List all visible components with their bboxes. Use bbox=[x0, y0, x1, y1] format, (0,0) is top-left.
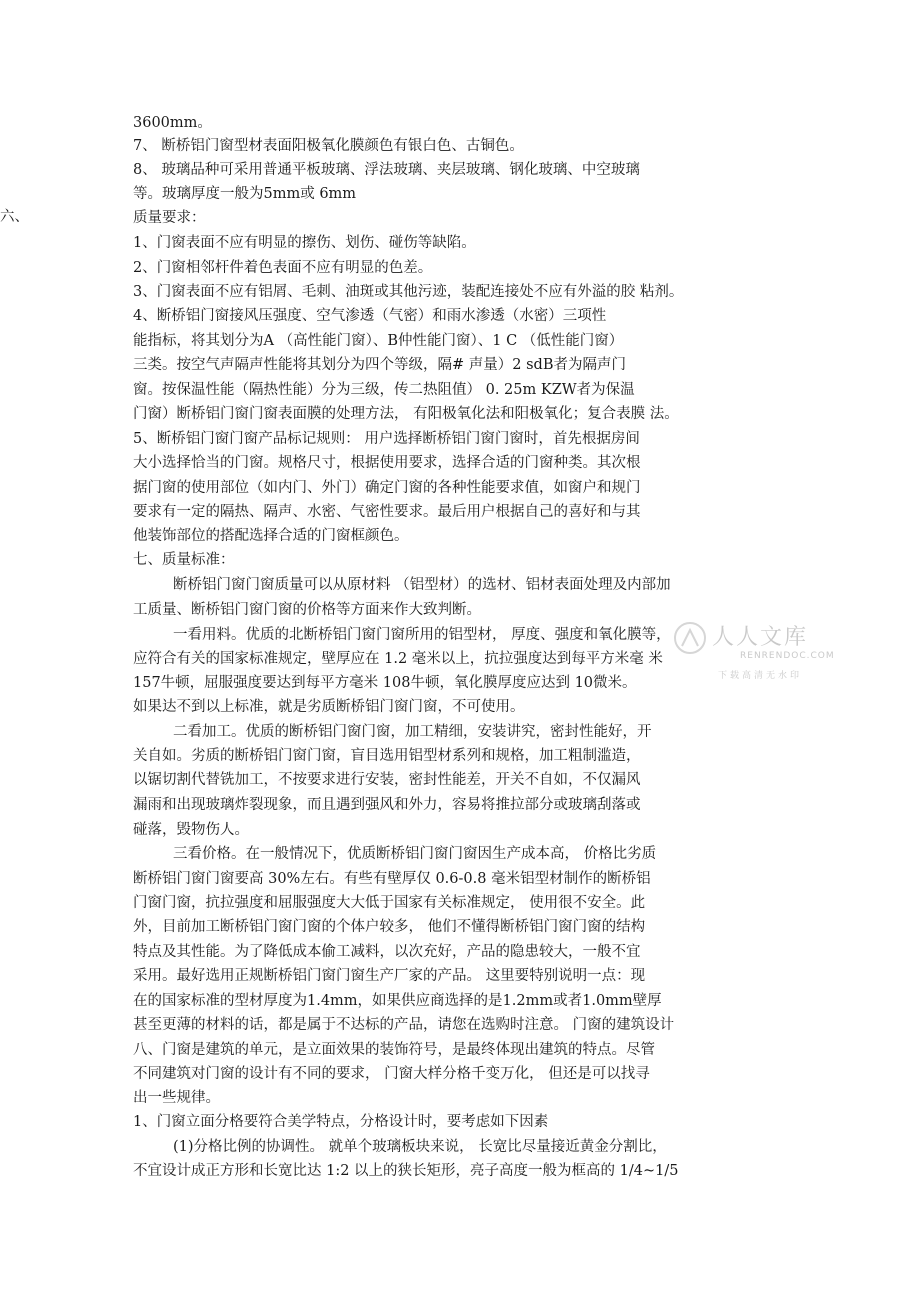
logo-icon bbox=[670, 618, 710, 658]
text-line: 8、 玻璃品种可采用普通平板玻璃、浮法玻璃、夹层玻璃、钢化玻璃、中空玻璃 bbox=[133, 162, 640, 178]
text-line: 漏雨和出现玻璃炸裂现象，而且遇到强风和外力，容易将推拉部分或玻璃刮落或 bbox=[133, 797, 641, 813]
text-line: 他装饰部位的搭配选择合适的门窗框颜色。 bbox=[133, 528, 409, 544]
text-line: 断桥铝门窗门窗质量可以从原材料 （铝型材）的选材、铝材表面处理及内部加 bbox=[173, 577, 671, 593]
text-line: 在的国家标准的型材厚度为1.4mm，如果供应商选择的是1.2mm或者1.0mm壁厚 bbox=[133, 993, 662, 1009]
text-line: 外，目前加工断桥铝门窗门窗的个体户较多， 他们不懂得断桥铝门窗门窗的结构 bbox=[133, 919, 646, 935]
text-line: 1、门窗立面分格要符合美学特点，分格设计时，要考虑如下因素 bbox=[133, 1114, 549, 1130]
text-line: 关自如。劣质的断桥铝门窗门窗，盲目选用铝型材系列和规格，加工粗制滥造， bbox=[133, 748, 641, 764]
text-line: 如果达不到以上标准，就是劣质断桥铝门窗门窗，不可使用。 bbox=[133, 699, 525, 715]
watermark bbox=[670, 618, 835, 698]
watermark-url: RENRENDOC.COM bbox=[740, 651, 835, 661]
text-line: 出一些规律。 bbox=[133, 1090, 220, 1106]
text-line: 采用。最好选用正规断桥铝门窗门窗生产厂家的产品。 这里要特别说明一点：现 bbox=[133, 968, 646, 984]
text-line: 甚至更薄的材料的话，都是属于不达标的产品，请您在选购时注意。 门窗的建筑设计 bbox=[133, 1017, 675, 1033]
heading: 七、质量标准： bbox=[133, 552, 235, 568]
text-line: 门窗）断桥铝门窗门窗表面膜的处理方法， 有阳极氧化法和阳极氧化；复合表膜 法。 bbox=[133, 406, 679, 422]
text-line: 要求有一定的隔热、隔声、水密、气密性要求。最后用户根据自己的喜好和与其 bbox=[133, 504, 641, 520]
text-line: 应符合有关的国家标准规定，壁厚应在 1.2 毫米以上，抗拉强度达到每平方米毫 米 bbox=[133, 651, 663, 667]
text-line: 等。玻璃厚度一般为5mm或 6mm bbox=[133, 186, 357, 202]
watermark-title: 人人文库 bbox=[712, 625, 809, 650]
text-line: 1、门窗表面不应有明显的擦伤、划伤、碰伤等缺陷。 bbox=[133, 235, 476, 251]
text-line: 不同建筑对门窗的设计有不同的要求， 门窗大样分格千变万化， 但还是可以找寻 bbox=[133, 1066, 650, 1082]
text-line: 能指标，将其划分为A （高性能门窗）、B仲性能门窗）、1 C （低性能门窗） bbox=[133, 333, 624, 349]
text-line: 157牛顿，屈服强度要达到每平方毫米 108牛顿，氧化膜厚度应达到 10微米。 bbox=[133, 675, 637, 691]
text-line: 据门窗的使用部位（如内门、外门）确定门窗的各种性能要求值，如窗户和规门 bbox=[133, 480, 641, 496]
text-line: 特点及其性能。为了降低成本偷工减料，以次充好，产品的隐患较大，一般不宜 bbox=[133, 944, 641, 960]
text-line: 三类。按空气声隔声性能将其划分为四个等级，隔# 声量）2 sdB者为隔声门 bbox=[133, 357, 626, 373]
text-line: 八、门窗是建筑的单元，是立面效果的装饰符号，是最终体现出建筑的特点。尽管 bbox=[133, 1042, 655, 1058]
text-line: 门窗门窗，抗拉强度和屈服强度大大低于国家有关标准规定， 使用很不安全。此 bbox=[133, 895, 646, 911]
text-line: 5、断桥铝门窗门窗产品标记规则： 用户选择断桥铝门窗门窗时，首先根据房间 bbox=[133, 431, 640, 447]
text-line: 不宜设计成正方形和长宽比达 1:2 以上的狭长矩形，亮子高度一般为框高的 1/4~1/5 bbox=[133, 1163, 679, 1179]
text-line: (1)分格比例的协调性。 就单个玻璃板块来说， 长宽比尽量接近黄金分割比， bbox=[173, 1139, 667, 1155]
text-line: 7、 断桥铝门窗型材表面阳极氧化膜颜色有银白色、古铜色。 bbox=[133, 138, 524, 154]
text-line: 窗。按保温性能（隔热性能）分为三级，传二热阻值） 0. 25m KZW者为保温 bbox=[133, 382, 635, 398]
section-number: 六、 bbox=[0, 209, 29, 225]
text-line: 以锯切割代替铣加工，不按要求进行安装，密封性能差，开关不自如，不仅漏风 bbox=[133, 772, 641, 788]
text-line: 3600mm。 bbox=[133, 115, 212, 131]
text-line: 碰落，毁物伤人。 bbox=[133, 822, 249, 838]
text-line: 质量要求： bbox=[133, 210, 206, 226]
watermark-tagline: 下载高清无水印 bbox=[718, 671, 803, 681]
text-line: 3、门窗表面不应有铝屑、毛刺、油斑或其他污迹，装配连接处不应有外溢的胶 粘剂。 bbox=[133, 284, 684, 300]
text-line: 4、断桥铝门窗接风压强度、空气渗透（气密）和雨水渗透（水密）三项性 bbox=[133, 308, 607, 324]
text-line: 三看价格。在一般情况下，优质断桥铝门窗门窗因生产成本高， 价格比劣质 bbox=[173, 846, 657, 862]
text-line: 二看加工。优质的断桥铝门窗门窗，加工精细，安装讲究，密封性能好，开 bbox=[173, 724, 652, 740]
text-line: 一看用料。优质的北断桥铝门窗门窗所用的铝型材， 厚度、强度和氧化膜等， bbox=[173, 627, 671, 643]
text-line: 2、门窗相邻杆件着色表面不应有明显的色差。 bbox=[133, 260, 433, 276]
text-line: 工质量、断桥铝门窗门窗的价格等方面来作大致判断。 bbox=[133, 602, 481, 618]
text-line: 断桥铝门窗门窗要高 30%左右。有些有壁厚仅 0.6-0.8 毫米铝型材制作的断桥铝 bbox=[133, 871, 651, 887]
text-line: 大小选择恰当的门窗。规格尺寸，根据使用要求，选择合适的门窗种类。其次根 bbox=[133, 455, 641, 471]
